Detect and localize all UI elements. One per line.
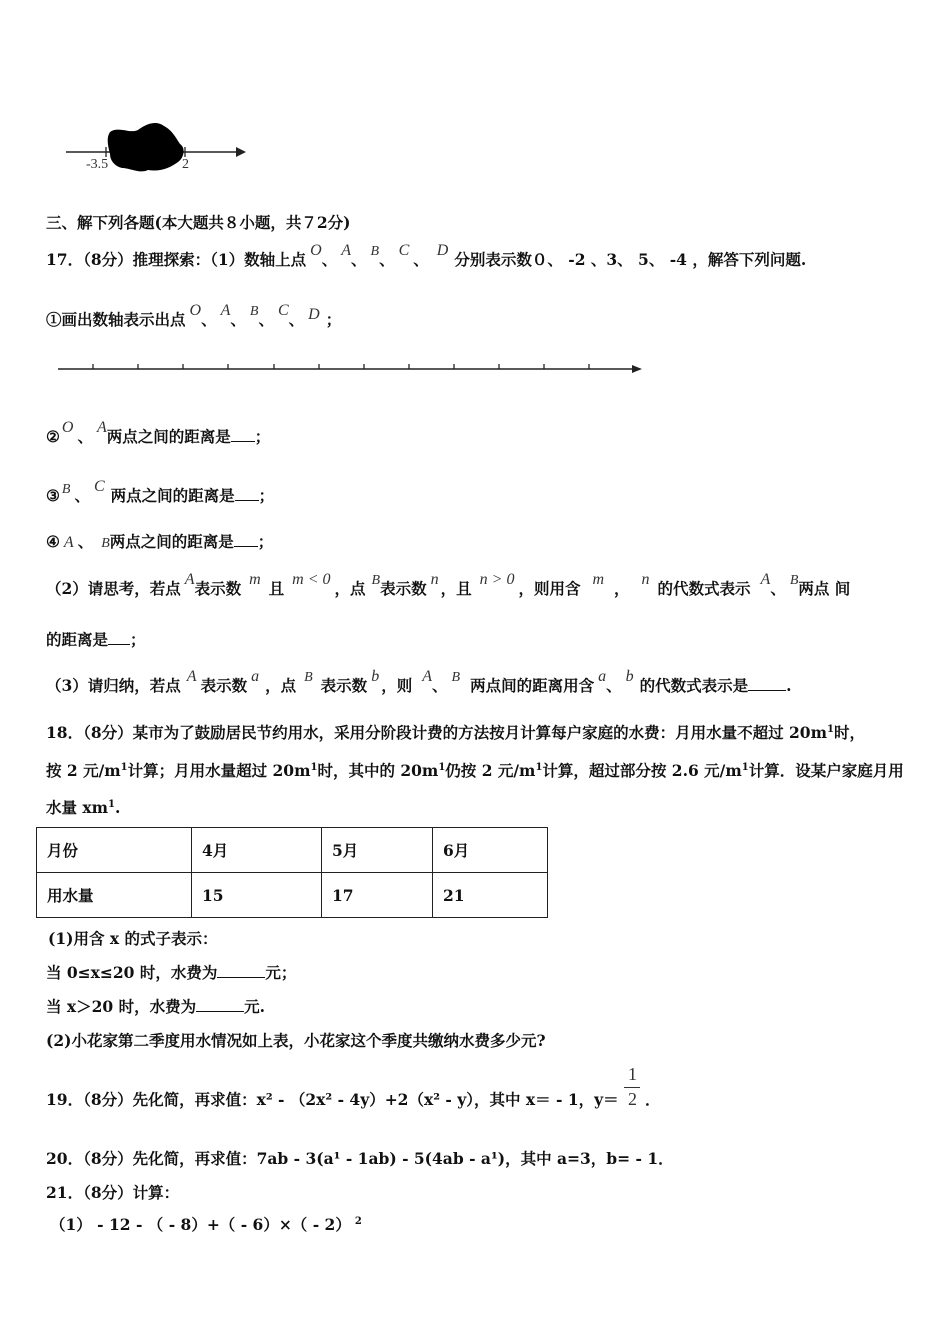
q18-line2: 按 2 元$/m^1$计算；月用水量超过 $20m^1$时，其中的 $20m^1$仍按 2 元$/m^1$计算，超过部分按 2.6 元$/m^1$计算．设某户家庭月用 [46,761,904,780]
ink-blot [108,123,184,171]
q17-part2: ② O 、 A两点之间的距离是 ； [46,419,271,446]
table-cell: 15 [192,873,322,918]
table-row [37,828,548,873]
blank-axis-arrow [632,365,642,373]
blank-number-line [56,360,646,378]
number-line-label-right: 2 [182,157,189,172]
q19-end: ． [645,1090,661,1109]
q17-sub2-line2: 的距离是 ； [46,630,146,649]
table-cell: 月份 [37,828,192,873]
q18-sub2: (2)小花家第二季度用水情况如上表，小花家这个季度共缴纳水费多少元? [46,1031,546,1050]
q19: 19．（8分）先化简，再求值：x² - （2x² - 4y）+2（x² - y），其中 x＝ - 1，y＝ [46,1090,619,1109]
table-cell: 6月 [433,828,548,873]
number-line-arrow [236,147,246,157]
q18-line1: 18．（8分）某市为了鼓励居民节约用水，采用分阶段计费的方法按月计算每户家庭的水费：月用水量不超过 $20m^1$时， [46,723,865,742]
table-cell: 4月 [192,828,322,873]
section-title: 三、解下列各题(本大题共８小题，共７2分) [46,213,351,232]
table-row [37,873,548,918]
q21-part1: （1） - 12 - （ - 8）+（ - 6）×（ - 2） $^2$ [50,1215,362,1234]
q18-sub1b: 当 x＞20 时，水费为 元. [46,997,266,1016]
table-cell: 21 [433,873,548,918]
table-cell: 用水量 [37,873,192,918]
number-line-label-left: -3.5 [86,157,109,172]
q17-sub2: （2）请思考，若点 A表示数 m 且 m < 0 ，点 B表示数 n ，且 n > 0 ，则用含 m ， n 的代数式表示 A、 B两点 间 [46,571,851,598]
q19-fraction-num: 1 [628,1064,637,1084]
q18-line3: 水量 $xm^1$. [46,798,121,817]
q18-sub1a: 当 0≤x≤20 时，水费为 元； [46,963,297,982]
q20: 20．（8分）先化简，再求值：7ab - 3(a¹ - 1ab) - 5(4ab - a¹)，其中 a=3，b= - 1． [46,1149,674,1168]
q17-intro: 17．（8分）推理探索：（1）数轴上点 O、 A、 B、 C 、 D 分别表示数０、 -2 、3、 5、 -4 ，解答下列问题. [46,242,807,269]
q17-part4: ④ A 、 B两点之间的距离是 ； [46,532,274,551]
q21-title: 21．（8分）计算： [46,1183,180,1202]
q17-part3: ③ B 、 C 两点之间的距离是 ； [46,478,275,505]
q18-sub1: (1)用含 x 的式子表示： [48,929,218,948]
q19-fraction-bar [624,1087,640,1088]
q19-fraction-den: 2 [628,1089,637,1109]
water-usage-table [36,827,548,918]
blank-ticks [93,364,589,369]
q17-sub3: （3）请归纳，若点 A 表示数 a ，点 B 表示数 b ，则 A、 B 两点间的距离用含 a、 b 的代数式表示是 . [46,668,792,695]
q17-part1: ①画出数轴表示出点 O、 A、 B、 C、 D ； [46,302,342,329]
table-cell: 17 [322,873,433,918]
table-cell: 5月 [322,828,433,873]
